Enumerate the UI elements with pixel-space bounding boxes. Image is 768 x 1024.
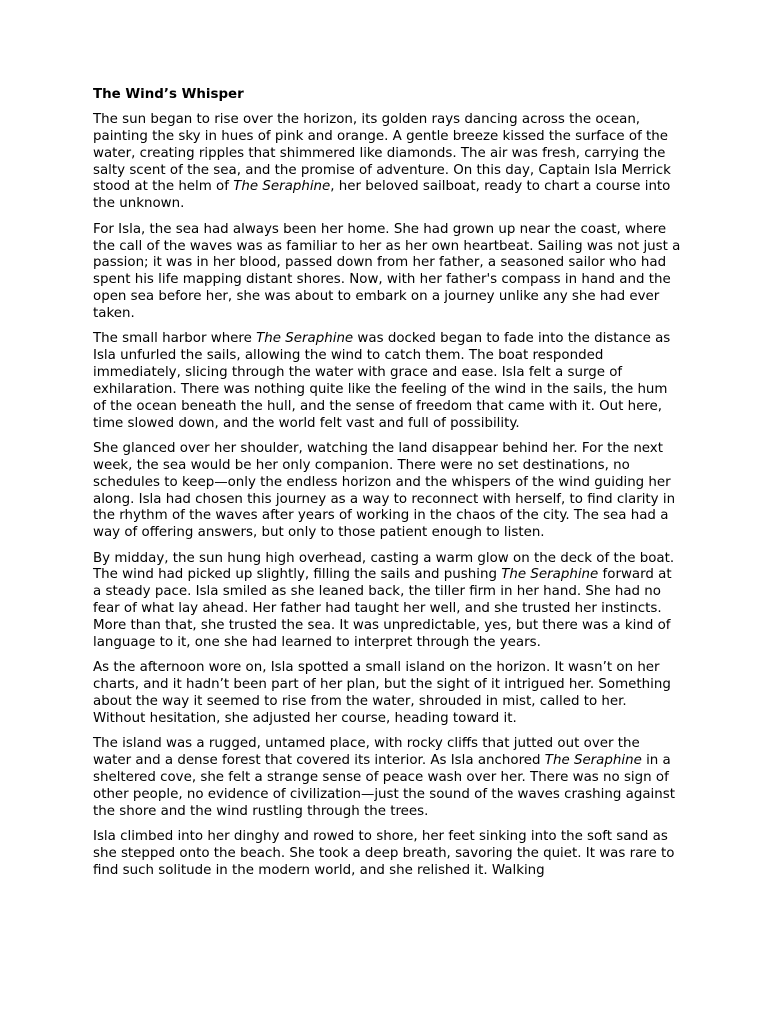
italic-text: The Seraphine bbox=[544, 753, 642, 769]
text-run: was docked began to fade into the distance as Isla unfurled the sails, allowing the wind to catch them. The boat responded immediately, slicing through the water with grace and ease. Isla felt a surge of exhilaration. There was nothing quite like the feeling of the wind in the sails, the hum of the ocean beneath the hull, and the sense of freedom that came with it. Out here, time slowed down, and the world felt vast and full of possibility. bbox=[93, 331, 671, 431]
italic-text: The Seraphine bbox=[256, 331, 354, 347]
text-run: The island was a rugged, untamed place, with rocky cliffs that jutted out over the water and a dense forest that covered its interior. As Isla anchored bbox=[93, 736, 640, 769]
paragraph bbox=[93, 660, 681, 727]
text-run: in a sheltered cove, she felt a strange sense of peace wash over her. There was no sign of other people, no evidence of civilization—just the sound of the waves crashing against the shore and the wind rustling through the trees. bbox=[93, 753, 675, 819]
text-run: Isla climbed into her dinghy and rowed to shore, her feet sinking into the soft sand as she stepped onto the beach. She took a deep breath, savoring the quiet. It was rare to find such solitude in the modern world, and she relished it. Walking bbox=[93, 829, 675, 878]
text-run: forward at a steady pace. Isla smiled as she leaned back, the tiller firm in her hand. She had no fear of what lay ahead. Her father had taught her well, and she trusted her instincts. More than that, she trusted the sea. It was unpredictable, yes, but there was a kind of language to it, one she had learned to interpret through the years. bbox=[93, 567, 672, 650]
document-body bbox=[93, 112, 681, 880]
paragraph bbox=[93, 222, 681, 323]
paragraph bbox=[93, 112, 681, 213]
document-page bbox=[93, 84, 681, 888]
italic-text: The Seraphine bbox=[501, 567, 599, 583]
text-run: For Isla, the sea had always been her home. She had grown up near the coast, where the call of the waves was as familiar to her as her own heartbeat. Sailing was not just a passion; it was in her blood, passed down from her father, a seasoned sailor who had spent his life mapping distant shores. Now, with her father's compass in hand and the open sea before her, she was about to embark on a journey unlike any she had ever taken. bbox=[93, 221, 681, 321]
text-run: The sun began to rise over the horizon, its golden rays dancing across the ocean, painting the sky in hues of pink and orange. A gentle breeze kissed the surface of the water, creating ripples that shimmered like diamonds. The air was fresh, carrying the salty scent of the sea, and the promise of adventure. On this day, Captain Isla Merrick stood at the helm of bbox=[93, 112, 671, 195]
text-run: She glanced over her shoulder, watching the land disappear behind her. For the next week, the sea would be her only companion. There were no set destinations, no schedules to keep—only the endless horizon and the whispers of the wind guiding her along. Isla had chosen this journey as a way to reconnect with herself, to find clarity in the rhythm of the waves after years of working in the chaos of the city. The sea had a way of offering answers, but only to those patient enough to listen. bbox=[93, 440, 676, 541]
text-run: By midday, the sun hung high overhead, casting a warm glow on the deck of the boat. The wind had picked up slightly, filling the sails and pushing bbox=[93, 550, 675, 583]
paragraph bbox=[93, 441, 681, 542]
paragraph bbox=[93, 551, 681, 652]
paragraph bbox=[93, 331, 681, 432]
text-run: The small harbor where bbox=[93, 331, 257, 347]
paragraph bbox=[93, 736, 681, 820]
text-run: , her beloved sailboat, ready to chart a course into the unknown. bbox=[93, 179, 671, 212]
paragraph bbox=[93, 829, 681, 880]
italic-text: The Seraphine bbox=[233, 179, 331, 195]
document-title: The Wind’s Whisper bbox=[93, 87, 244, 102]
text-run: As the afternoon wore on, Isla spotted a small island on the horizon. It wasn’t on her charts, and it hadn’t been part of her plan, but the sight of it intrigued her. Something about the way it seemed to rise from the water, shrouded in mist, called to her. Without hesitation, she adjusted her course, heading toward it. bbox=[93, 660, 671, 726]
